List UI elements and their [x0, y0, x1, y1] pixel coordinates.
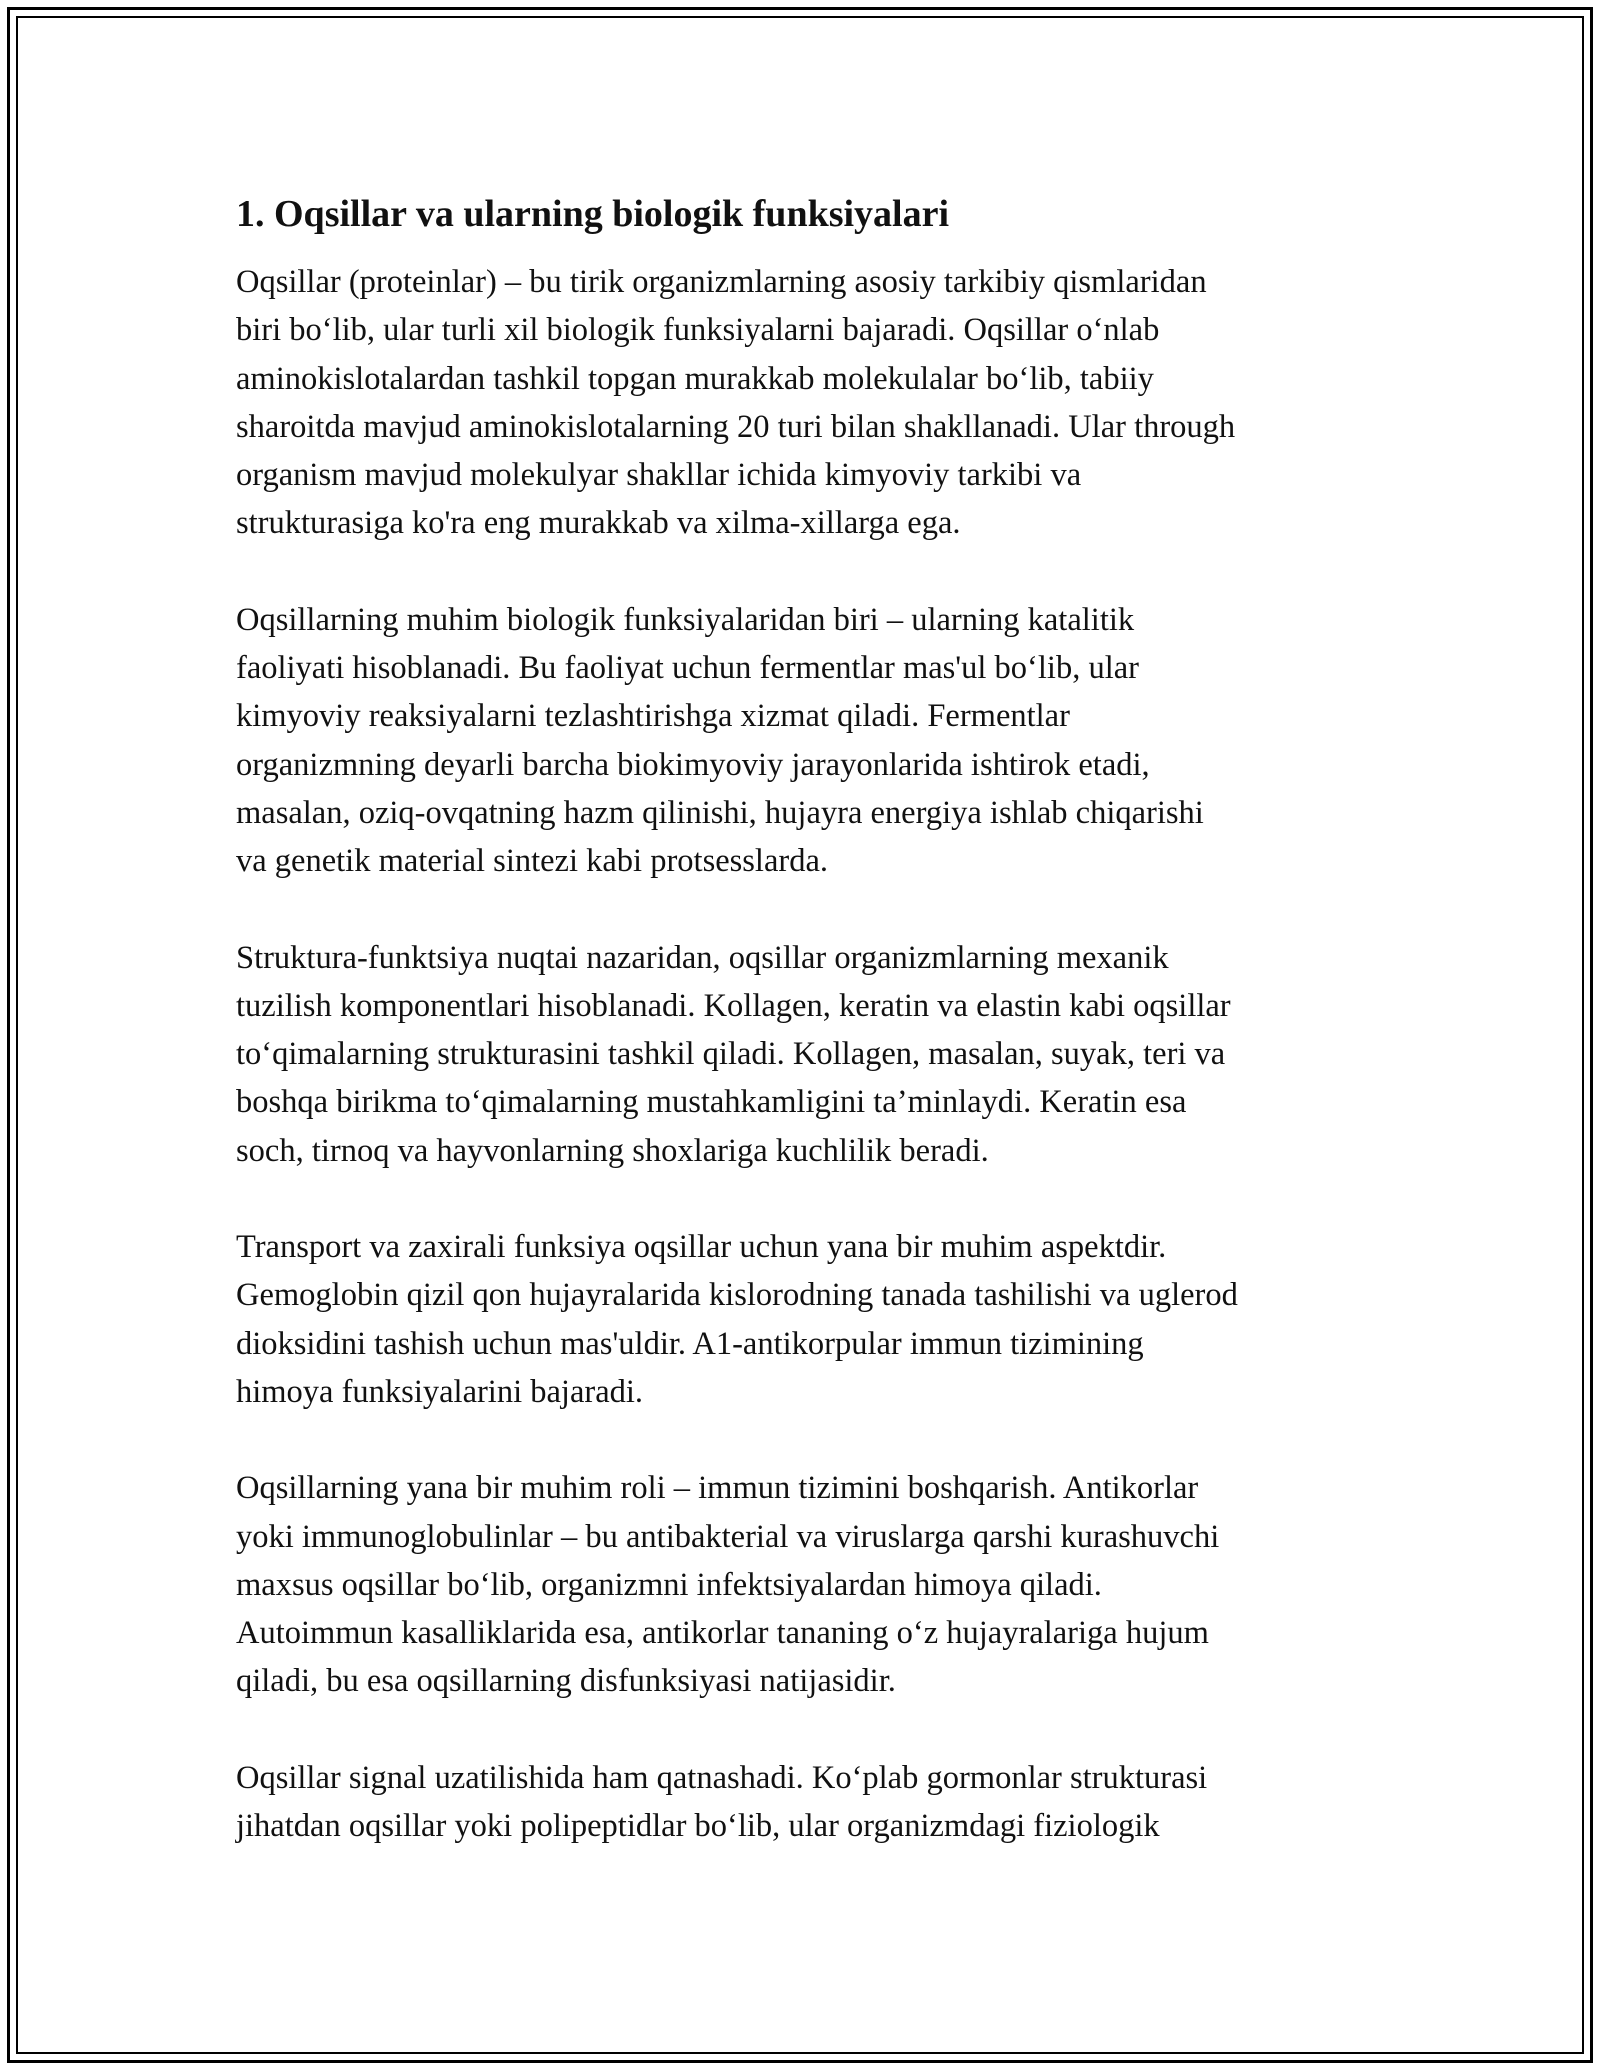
text-line: to‘qimalarning strukturasini tashkil qiladi. Kollagen, masalan, suyak, teri va [236, 1036, 1226, 1073]
text-line: tuzilish komponentlari hisoblanadi. Kollagen, keratin va elastin kabi oqsillar [236, 987, 1231, 1024]
text-line: jihatdan oqsillar yoki polipeptidlar bo‘lib, ular organizmdagi fiziologik [236, 1808, 1160, 1845]
paragraph-2 [236, 596, 1376, 886]
text-line: biri bo‘lib, ular turli xil biologik funksiyalarni bajaradi. Oqsillar o‘nlab [236, 312, 1160, 349]
text-line: sharoitda mavjud aminokislotalarning 20 turi bilan shakllanadi. Ular through [236, 408, 1236, 445]
document-body [236, 188, 1376, 1898]
text-line: kimyoviy reaksiyalarni tezlashtirishga xizmat qiladi. Fermentlar [236, 698, 1070, 735]
text-line: aminokislotalardan tashkil topgan murakkab molekulalar bo‘lib, tabiiy [236, 360, 1154, 397]
text-line: Oqsillarning muhim biologik funksiyalaridan biri – ularning katalitik [236, 601, 1135, 638]
text-line: Struktura-funktsiya nuqtai nazaridan, oqsillar organizmlarning mexanik [236, 939, 1169, 976]
section-title: 1. Oqsillar va ularning biologik funksiyalari [236, 193, 950, 235]
text-line: Oqsillar signal uzatilishida ham qatnashadi. Ko‘plab gormonlar strukturasi [236, 1759, 1208, 1796]
text-line: Oqsillar (proteinlar) – bu tirik organizmlarning asosiy tarkibiy qismlaridan [236, 264, 1207, 300]
paragraph-6 [236, 1754, 1376, 1851]
paragraph-5 [236, 1464, 1376, 1705]
text-line: strukturasiga ko'ra eng murakkab va xilma-xillarga ega. [236, 505, 961, 542]
text-line: Oqsillarning yana bir muhim roli – immun tizimini boshqarish. Antikorlar [236, 1470, 1199, 1507]
text-line: Transport va zaxirali funksiya oqsillar uchun yana bir muhim aspektdir. [236, 1229, 1167, 1266]
text-line: Gemoglobin qizil qon hujayralarida kislorodning tanada tashilishi va uglerod [236, 1277, 1238, 1314]
text-line: dioksidini tashish uchun mas'uldir. A1-antikorpular immun tizimining [236, 1325, 1144, 1362]
paragraph-1 [236, 258, 1376, 548]
text-line: masalan, oziq-ovqatning hazm qilinishi, hujayra energiya ishlab chiqarishi [236, 794, 1204, 831]
text-line: Autoimmun kasalliklarida esa, antikorlar tananing o‘z hujayralariga hujum [236, 1615, 1209, 1652]
paragraph-3 [236, 934, 1376, 1175]
text-line: yoki immunoglobulinlar – bu antibakterial va viruslarga qarshi kurashuvchi [236, 1518, 1220, 1555]
text-line: qiladi, bu esa oqsillarning disfunksiyasi natijasidir. [236, 1663, 896, 1700]
text-line: faoliyati hisoblanadi. Bu faoliyat uchun fermentlar mas'ul bo‘lib, ular [236, 650, 1139, 687]
text-line: soch, tirnoq va hayvonlarning shoxlariga kuchlilik beradi. [236, 1132, 989, 1169]
text-line: va genetik material sintezi kabi protsesslarda. [236, 843, 829, 880]
text-line: himoya funksiyalarini bajaradi. [236, 1373, 644, 1410]
text-line: boshqa birikma to‘qimalarning mustahkamligini ta’minlaydi. Keratin esa [236, 1084, 1187, 1121]
text-line: maxsus oqsillar bo‘lib, organizmni infektsiyalardan himoya qiladi. [236, 1566, 1102, 1603]
text-line: organism mavjud molekulyar shakllar ichida kimyoviy tarkibi va [236, 457, 1082, 494]
text-line: organizmning deyarli barcha biokimyoviy jarayonlarida ishtirok etadi, [236, 746, 1150, 783]
paragraph-4 [236, 1223, 1376, 1416]
